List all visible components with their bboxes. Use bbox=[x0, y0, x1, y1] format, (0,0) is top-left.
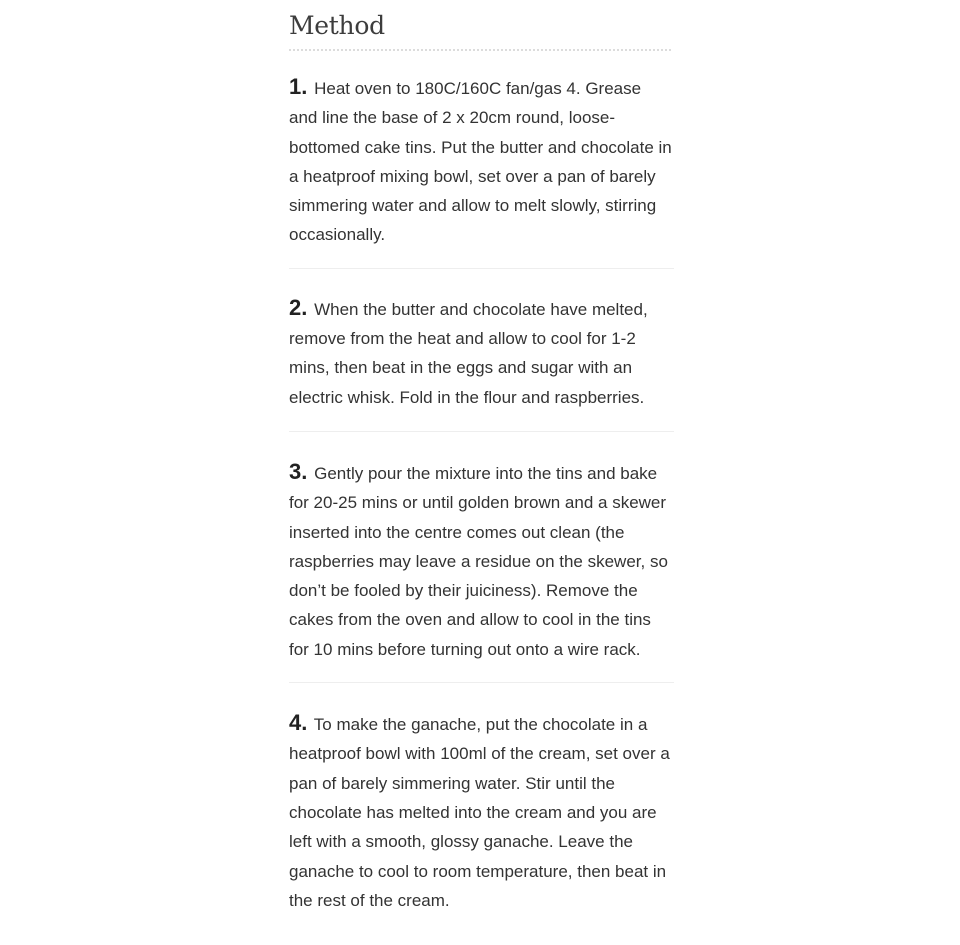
step-divider bbox=[289, 682, 674, 683]
step-number: 3. bbox=[289, 458, 308, 484]
step-divider bbox=[289, 268, 674, 269]
step-text: Heat oven to 180C/160C fan/gas 4. Grease and line the base of 2 x 20cm round, loose-bottomed cake tins. Put the butter and chocolate in a heatproof mixing bowl, set over a pan of barely simmering water and allow to melt slowly, stirring occasionally. bbox=[289, 79, 672, 245]
step-text: Gently pour the mixture into the tins and bake for 20-25 mins or until golden brown and a skewer inserted into the centre comes out clean (the raspberries may leave a residue on the skewer, so don’t be fooled by their juiciness). Remove the cakes from the oven and allow to cool in the tins for 10 mins before turning out onto a wire rack. bbox=[289, 463, 668, 659]
step-text: When the butter and chocolate have melted, remove from the heat and allow to cool for 1-2 mins, then beat in the eggs and sugar with an electric whisk. Fold in the flour and raspberries. bbox=[289, 299, 648, 407]
method-step-4 bbox=[289, 708, 674, 915]
step-divider bbox=[289, 431, 674, 432]
step-number: 1. bbox=[289, 74, 308, 99]
method-step-1 bbox=[289, 72, 674, 250]
heading-divider bbox=[289, 49, 671, 51]
method-section bbox=[289, 0, 674, 915]
step-number: 4. bbox=[289, 710, 308, 736]
step-number: 2. bbox=[289, 294, 308, 320]
method-step-2 bbox=[289, 293, 674, 412]
method-heading: Method bbox=[289, 11, 385, 40]
method-step-3 bbox=[289, 457, 674, 664]
step-text: To make the ganache, put the chocolate in a heatproof bowl with 100ml of the cream, set over a pan of barely simmering water. Stir until the chocolate has melted into the cream and you are left with a smooth, glossy ganache. Leave the ganache to cool to room temperature, then beat in the rest of the cream. bbox=[289, 715, 670, 910]
